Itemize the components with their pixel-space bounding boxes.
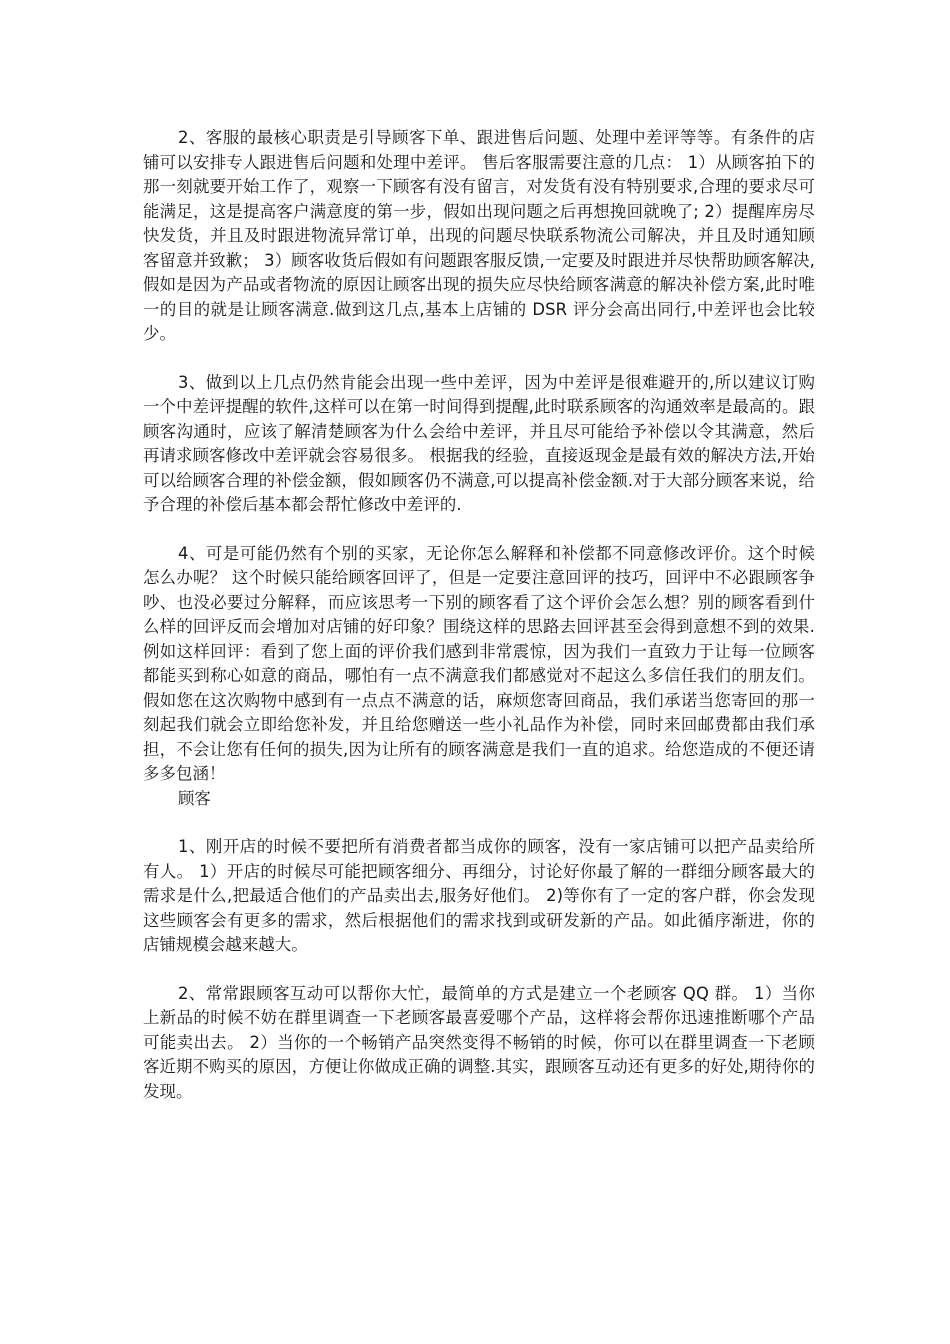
paragraph-customer-segmentation: 1、刚开店的时候不要把所有消费者都当成你的顾客，没有一家店铺可以把产品卖给所有人。 1）开店的时候尽可能把顾客细分、再细分，讨论好你最了解的一群细分顾客最大的需求是什么,把最适合他们的产品卖出去,服务好他们。 2)等你有了一定的客户群，你会发现这些顾客会有更多的需求，然后根据他们的需求找到或研发新的产品。如此循序渐进，你的店铺规模会越来越大。	[143, 837, 815, 954]
section-heading-customers: 顾客	[178, 788, 211, 808]
paragraph-reply-reviews: 4、可是可能仍然有个别的买家，无论你怎么解释和补偿都不同意修改评价。这个时候怎么办呢？ 这个时候只能给顾客回评了，但是一定要注意回评的技巧，回评中不必跟顾客争吵、也没必要过分解释，而应该思考一下别的顾客看了这个评价会怎么想？别的顾客看到什么样的回评反而会增加对店铺的好印象？围绕这样的思路去回评甚至会得到意想不到的效果.例如这样回评：看到了您上面的评价我们感到非常震惊，因为我们一直致力于让每一位顾客都能买到称心如意的商品，哪怕有一点不满意我们都感觉对不起这么多信任我们的朋友们。假如您在这次购物中感到有一点点不满意的话，麻烦您寄回商品，我们承诺当您寄回的那一刻起我们就会立即给您补发，并且给您赠送一些小礼品作为补偿，同时来回邮费都由我们承担，不会让您有任何的损失,因为让所有的顾客满意是我们一直的追求。给您造成的不便还请多多包涵！	[143, 543, 815, 783]
paragraph-customer-interaction: 2、常常跟顾客互动可以帮你大忙，最简单的方式是建立一个老顾客 QQ 群。 1）当你上新品的时候不妨在群里调查一下老顾客最喜爱哪个产品，这样将会帮你迅速推断哪个产品可能卖出去。 2）当你的一个畅销产品突然变得不畅销的时候，你可以在群里调查一下老顾客近期不购买的原因，方便让你做成正确的调整.其实，跟顾客互动还有更多的好处,期待你的发现。	[143, 983, 815, 1101]
paragraph-after-sales-service: 2、客服的最核心职责是引导顾客下单、跟进售后问题、处理中差评等等。有条件的店铺可以安排专人跟进售后问题和处理中差评。 售后客服需要注意的几点： 1）从顾客拍下的那一刻就要开始工作了，观察一下顾客有没有留言，对发货有没有特别要求,合理的要求尽可能满足，这是提高客户满意度的第一步，假如出现问题之后再想挽回就晚了; 2）提醒库房尽快发货，并且及时跟进物流异常订单，出现的问题尽快联系物流公司解决，并且及时通知顾客留意并致歉； 3）顾客收货后假如有问题跟客服反馈,一定要及时跟进并尽快帮助顾客解决,假如是因为产品或者物流的原因让顾客出现的损失应尽快给顾客满意的解决补偿方案,此时唯一的目的就是让顾客满意.做到这几点,基本上店铺的 DSR 评分会高出同行,中差评也会比较少。	[143, 128, 815, 343]
document-page	[143, 126, 815, 1104]
paragraph-negative-reviews: 3、做到以上几点仍然肯能会出现一些中差评，因为中差评是很难避开的,所以建议订购一个中差评提醒的软件,这样可以在第一时间得到提醒,此时联系顾客的沟通效率是最高的。跟顾客沟通时，应该了解清楚顾客为什么会给中差评，并且尽可能给予补偿以令其满意，然后再请求顾客修改中差评就会容易很多。 根据我的经验，直接返现金是最有效的解决方法,开始可以给顾客合理的补偿金额，假如顾客仍不满意,可以提高补偿金额.对于大部分顾客来说，给予合理的补偿后基本都会帮忙修改中差评的.	[143, 372, 815, 514]
